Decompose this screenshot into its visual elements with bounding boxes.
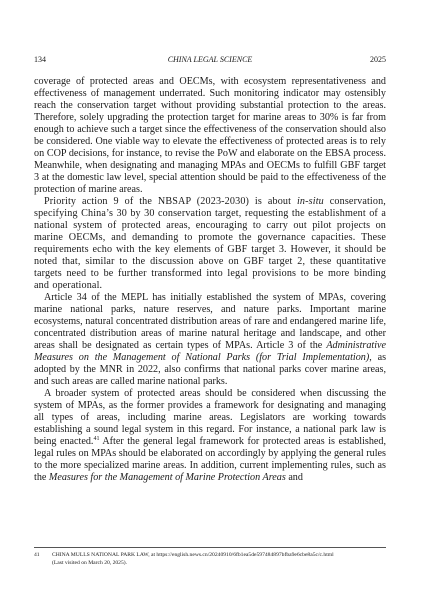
footnote-line: [34, 551, 386, 559]
paragraph-2-text-start: Priority action 9 of the NBSAP (2023-2030) is about: [44, 196, 297, 207]
publication-year: 2025: [370, 55, 386, 64]
journal-title: CHINA LEGAL SCIENCE: [167, 55, 253, 64]
paragraph-3-text-start: Article 34 of the MEPL has initially established the system of MPAs, covering marine national parks, nature reserves, and nature parks. Important marine ecosystems, natural concentrated distribution areas of rare and endangered marine life, concentrated distribution areas of marine natural heritage and landscape, and other areas shall be designated as certain types of MPAs. Article 3 of the: [34, 292, 386, 351]
paragraph-3: [34, 292, 386, 388]
paragraph-4-text-start: A broader system of protected areas should be considered when discussing the system of MPAs, as the former provides a framework for designating and managing all types of areas, including marine areas. Legislators are working towards establishing a sound legal system in this regard. For instance, a national park law is being enacted.: [34, 388, 386, 447]
footnote-number: 41: [34, 552, 40, 558]
paragraph-1-text: coverage of protected areas and OECMs, with ecosystem representativeness and effectiveness of management underrated. Such monitoring indicator may ostensibly reach the conservation target without providing substantial protection to the areas. Therefore, solely upgrading the protection target for marine areas to 30% is far from enough to achieve such a target since the effectiveness of the conservation should also be considered. One viable way to elevate the effectiveness of protected areas is to rely on COP decisions, for instance, to revise the PoW and elaborate on the EBSA process. Meanwhile, when designating and managing MPAs and OECMs to fulfill GBF target 3 at the domestic law level, special attention should be paid to the effectiveness of the protection of marine areas.: [34, 76, 386, 195]
paragraph-4: [34, 388, 386, 484]
footnote-reference[interactable]: 41: [93, 436, 100, 442]
paragraph-3-text-end: , as adopted by the MNR in 2022, also confirms that national parks cover marine areas, and such areas are called marine national parks.: [34, 352, 387, 387]
paragraph-1: [34, 76, 386, 196]
running-header: [34, 54, 386, 66]
footnote-text[interactable]: CHINA MULLS NATIONAL PARK LAW, at https://english.news.cn/20240910/6fb1ea5de597484897bfba9e6cbe8a5c/c.html: [52, 552, 334, 558]
body-text: [34, 76, 386, 484]
paragraph-3-italic: Administrative Measures on the Management of National Parks (for Trial Implementation): [34, 340, 386, 363]
paragraph-4-text-end: and: [285, 472, 303, 483]
page-number: 134: [34, 55, 46, 64]
footnote: [34, 551, 386, 567]
paragraph-4-text-middle: After the general legal framework for protected areas is established, legal rules on MPAs should be elaborated on accordingly by applying the general rules to the more specialized marine areas. In addition, current implementing rules, such as the: [34, 436, 386, 483]
paragraph-2: [34, 196, 386, 292]
footnote-divider: [34, 547, 386, 548]
paragraph-2-italic: in-situ: [296, 196, 324, 207]
footnote-continuation: (Last visited on March 20, 2025).: [52, 560, 128, 567]
paragraph-2-text-end: conservation, specifying China’s 30 by 30 conservation target, requesting the establishment of a national system of protected areas, encouraging to carry out pilot projects on marine OECMs, and demanding to promote the governance capacities. These requirements echo with the key elements of GBF target 3. However, it should be noted that, similar to the discussion above on GBF target 2, these quantitative targets need to be further transformed into legal provisions to be more binding and operational.: [34, 196, 386, 291]
paragraph-4-italic: Measures for the Management of Marine Protection Areas: [48, 472, 286, 483]
